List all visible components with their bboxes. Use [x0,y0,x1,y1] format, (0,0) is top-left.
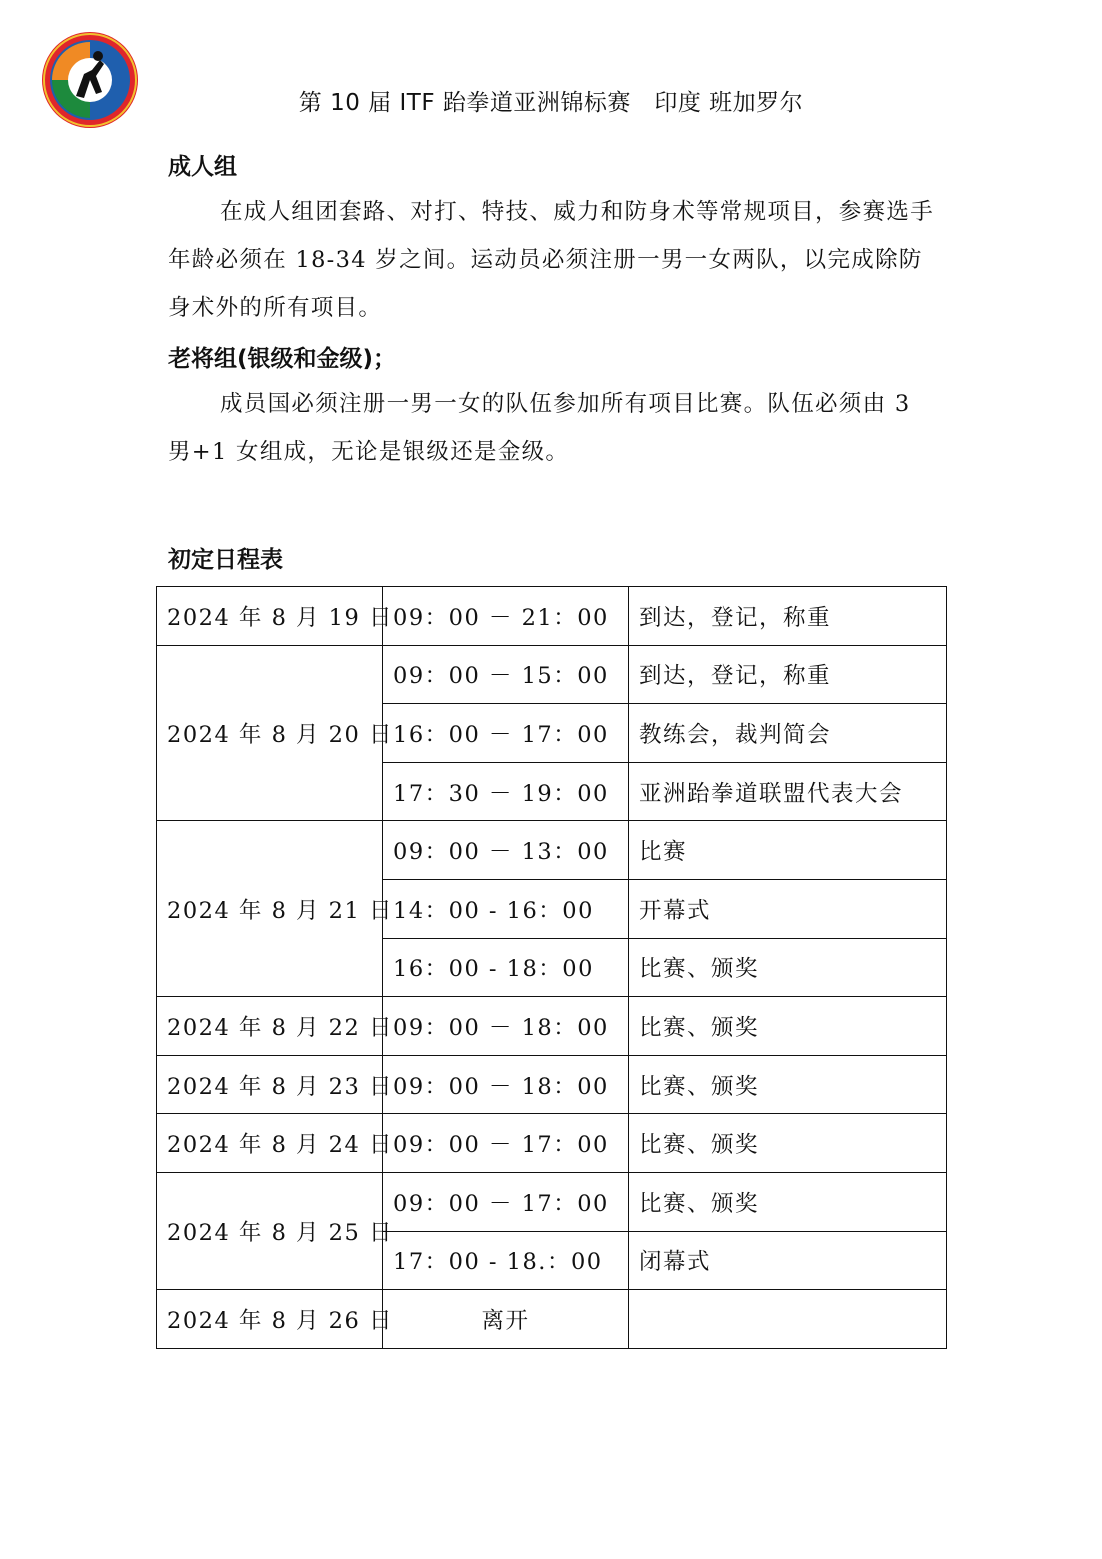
time-cell: 17：30 － 19：00 [383,762,629,821]
event-cell: 教练会，裁判简会 [629,704,947,763]
table-row [157,1172,947,1231]
event-cell: 亚洲跆拳道联盟代表大会 [629,762,947,821]
event-cell: 比赛、颁奖 [629,938,947,997]
event-cell: 开幕式 [629,879,947,938]
time-cell: 09：00 － 17：00 [383,1114,629,1173]
event-cell: 比赛、颁奖 [629,1172,947,1231]
time-cell: 14：00 - 16：00 [383,879,629,938]
table-row [157,645,947,704]
event-cell: 比赛、颁奖 [629,997,947,1056]
event-cell: 到达，登记，称重 [629,587,947,646]
page-title: 第 10 届 ITF 跆拳道亚洲锦标赛 印度 班加罗尔 [298,90,804,116]
time-cell: 09：00 － 21：00 [383,587,629,646]
time-cell: 16：00 - 18：00 [383,938,629,997]
time-cell: 09：00 － 18：00 [383,997,629,1056]
schedule-title: 初定日程表 [168,547,283,573]
date-cell: 2024 年 8 月 24 日 [157,1114,383,1173]
event-cell: 到达，登记，称重 [629,645,947,704]
table-row [157,997,947,1056]
date-cell: 2024 年 8 月 25 日 [157,1172,383,1289]
date-cell: 2024 年 8 月 22 日 [157,997,383,1056]
date-cell: 2024 年 8 月 26 日 [157,1290,383,1349]
time-cell: 09：00 － 17：00 [383,1172,629,1231]
table-row [157,1055,947,1114]
time-cell: 09：00 － 18：00 [383,1055,629,1114]
time-cell: 09：00 － 15：00 [383,645,629,704]
time-cell: 09：00 － 13：00 [383,821,629,880]
time-cell: 离开 [383,1290,629,1349]
date-cell: 2024 年 8 月 20 日 [157,645,383,821]
adult-group-paragraph: 在成人组团套路、对打、特技、威力和防身术等常规项目，参赛选手年龄必须在 18-34 岁之间。运动员必须注册一男一女两队，以完成除防身术外的所有项目。 [168,199,935,321]
event-cell: 比赛 [629,821,947,880]
table-row [157,587,947,646]
table-row [157,1114,947,1173]
veteran-group-paragraph: 成员国必须注册一男一女的队伍参加所有项目比赛。队伍必须由 3 男+1 女组成，无论是银级还是金级。 [168,391,911,465]
event-cell: 闭幕式 [629,1231,947,1290]
date-cell: 2024 年 8 月 23 日 [157,1055,383,1114]
schedule-table [156,586,947,1349]
table-row [157,821,947,880]
date-cell: 2024 年 8 月 19 日 [157,587,383,646]
veteran-group-heading: 老将组(银级和金级)； [168,346,397,372]
table-row [157,1290,947,1349]
event-cell: 比赛、颁奖 [629,1114,947,1173]
event-cell: 比赛、颁奖 [629,1055,947,1114]
time-cell: 16：00 － 17：00 [383,704,629,763]
time-cell: 17：00 - 18.：00 [383,1231,629,1290]
adult-group-heading: 成人组 [168,154,237,180]
date-cell: 2024 年 8 月 21 日 [157,821,383,997]
event-cell [629,1290,947,1349]
